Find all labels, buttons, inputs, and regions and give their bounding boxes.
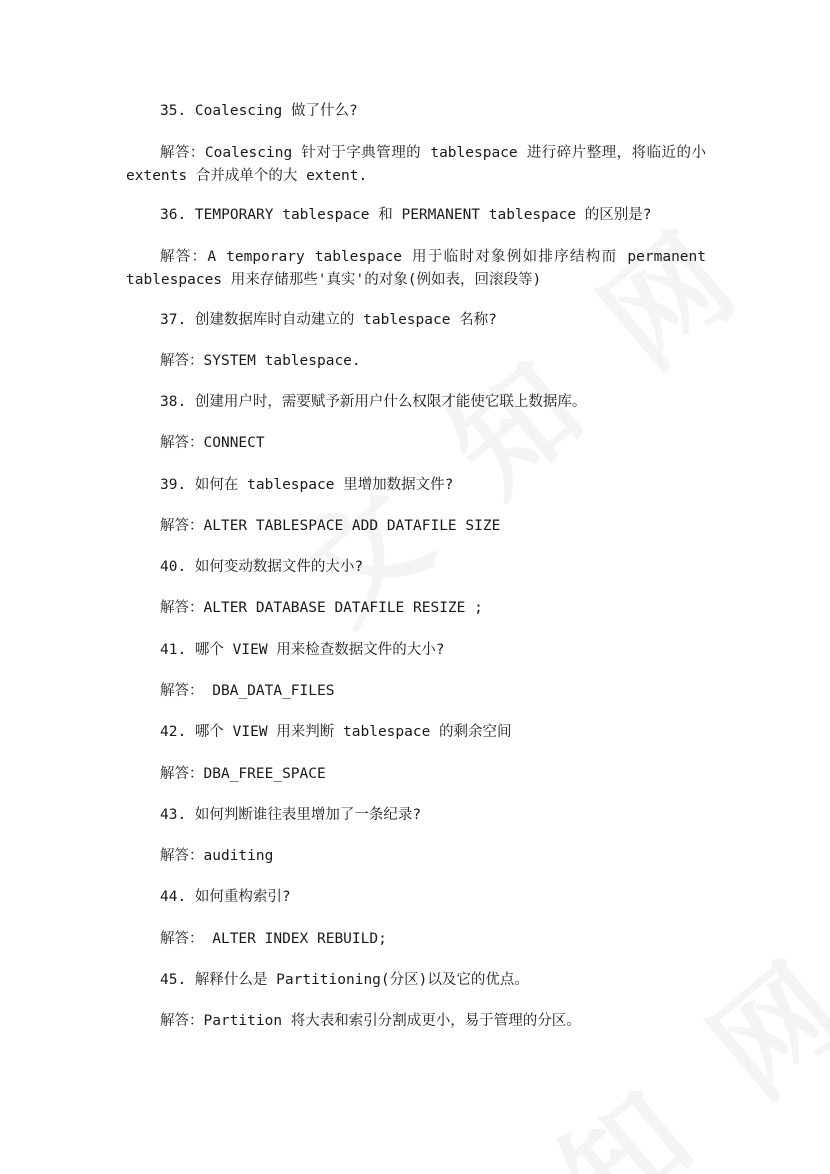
answer-35: 解答：Coalescing 针对于字典管理的 tablespace 进行碎片整理，将临近的小 extents 合并成单个的大 extent.	[126, 145, 706, 184]
answer-41: 解答： DBA_DATA_FILES	[160, 683, 335, 699]
question-43: 43. 如何判断谁往表里增加了一条纪录?	[160, 807, 422, 823]
question-45: 45. 解释什么是 Partitioning(分区)以及它的优点。	[160, 972, 529, 988]
question-36: 36. TEMPORARY tablespace 和 PERMANENT tablespace 的区别是?	[160, 207, 652, 223]
question-35: 35. Coalescing 做了什么?	[160, 103, 358, 119]
answer-36: 解答：A temporary tablespace 用于临时对象例如排序结构而 permanent tablespaces 用来存储那些'真实'的对象(例如表，回滚段等)	[126, 249, 706, 288]
question-44: 44. 如何重构索引?	[160, 889, 291, 905]
question-42: 42. 哪个 VIEW 用来判断 tablespace 的剩余空间	[160, 724, 512, 740]
question-37: 37. 创建数据库时自动建立的 tablespace 名称?	[160, 312, 497, 328]
answer-40: 解答：ALTER DATABASE DATAFILE RESIZE ;	[160, 600, 483, 616]
answer-45: 解答：Partition 将大表和索引分割成更小，易于管理的分区。	[160, 1013, 581, 1029]
answer-43: 解答：auditing	[160, 848, 274, 864]
question-39: 39. 如何在 tablespace 里增加数据文件?	[160, 477, 454, 493]
question-40: 40. 如何变动数据文件的大小?	[160, 559, 364, 575]
answer-44: 解答： ALTER INDEX REBUILD;	[160, 931, 387, 947]
answer-37: 解答：SYSTEM tablespace.	[160, 353, 361, 369]
question-41: 41. 哪个 VIEW 用来检查数据文件的大小?	[160, 642, 445, 658]
answer-39: 解答：ALTER TABLESPACE ADD DATAFILE SIZE	[160, 518, 501, 534]
answer-42: 解答：DBA_FREE_SPACE	[160, 766, 326, 782]
question-38: 38. 创建用户时，需要赋予新用户什么权限才能使它联上数据库。	[160, 394, 587, 410]
answer-38: 解答：CONNECT	[160, 435, 265, 451]
